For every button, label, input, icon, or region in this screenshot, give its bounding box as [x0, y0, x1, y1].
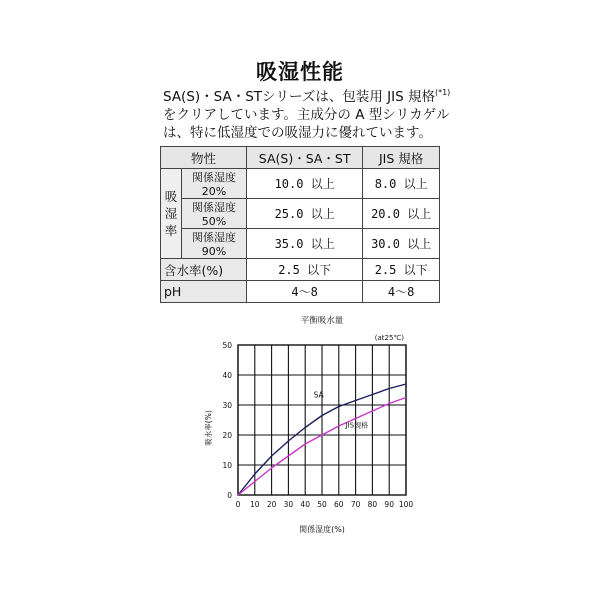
table-row	[161, 229, 440, 259]
x-tick-label: 10	[250, 500, 260, 509]
cell-jis: 4〜8	[363, 281, 440, 303]
group-label-char: 湿	[164, 206, 178, 221]
x-tick-label: 80	[367, 500, 378, 509]
description-line-2: をクリアしています。主成分の A 型シリカゲル	[163, 107, 450, 123]
table-header-row	[161, 147, 440, 169]
cell-jis: 30.0 以上	[363, 229, 440, 259]
group-label-char: 率	[164, 223, 178, 238]
series-label-sa: SA	[313, 390, 324, 400]
table-row	[161, 199, 440, 229]
row-label: pH	[161, 281, 247, 303]
x-tick-label: 100	[398, 500, 414, 509]
cell-jis: 8.0 以上	[363, 169, 440, 199]
y-tick-label: 50	[222, 341, 232, 350]
x-tick-label: 0	[235, 500, 241, 509]
page-title: 吸湿性能	[256, 60, 344, 84]
y-tick-label: 0	[227, 491, 232, 500]
chart-annotation: (at25℃)	[374, 334, 404, 342]
footnote-mark: (*1)	[434, 88, 451, 97]
cell-jis: 2.5 以下	[363, 259, 440, 281]
x-tick-label: 20	[266, 500, 277, 509]
x-tick-label: 70	[350, 500, 361, 509]
y-tick-label: 10	[222, 461, 232, 470]
table-row	[161, 169, 440, 199]
y-tick-label: 30	[222, 401, 232, 410]
x-tick-label: 60	[334, 500, 344, 509]
row-label: 関係湿度90%	[182, 229, 247, 259]
header-sa: SA(S)・SA・ST	[247, 147, 363, 169]
x-tick-label: 50	[317, 500, 327, 509]
group-label-char: 吸	[164, 189, 178, 204]
description-line-3: は、特に低湿度での吸湿力に優れています。	[163, 125, 432, 141]
x-tick-label: 30	[283, 500, 294, 509]
row-label: 関係湿度50%	[182, 199, 247, 229]
absorption-chart	[200, 305, 440, 545]
row-label: 含水率(%)	[161, 259, 247, 281]
table-row	[161, 259, 440, 281]
description-line-1	[163, 84, 453, 106]
row-label: 関係湿度20%	[182, 169, 247, 199]
cell-sa: 2.5 以下	[247, 259, 363, 281]
series-label-jis: JIS規格	[345, 421, 369, 430]
cell-sa: 35.0 以上	[247, 229, 363, 259]
y-tick-label: 20	[222, 431, 232, 440]
header-property: 物性	[161, 147, 247, 169]
chart-title: 平衡吸水量	[300, 316, 344, 326]
table-row	[161, 281, 440, 303]
header-jis: JIS 規格	[363, 147, 440, 169]
spec-table	[160, 146, 440, 303]
cell-sa: 4〜8	[247, 281, 363, 303]
cell-jis: 20.0 以上	[363, 199, 440, 229]
cell-sa: 25.0 以上	[247, 199, 363, 229]
group-label-absorption	[161, 169, 182, 259]
x-tick-label: 40	[300, 500, 310, 509]
x-tick-label: 90	[384, 500, 394, 509]
cell-sa: 10.0 以上	[247, 169, 363, 199]
x-axis-label: 関係湿度(%)	[299, 525, 345, 534]
y-tick-label: 40	[222, 371, 232, 380]
description-line-1-text: SA(S)・SA・STシリーズは、包装用 JIS 規格	[163, 89, 435, 105]
description	[163, 84, 453, 142]
y-axis-label: 吸水率(%)	[204, 410, 213, 446]
